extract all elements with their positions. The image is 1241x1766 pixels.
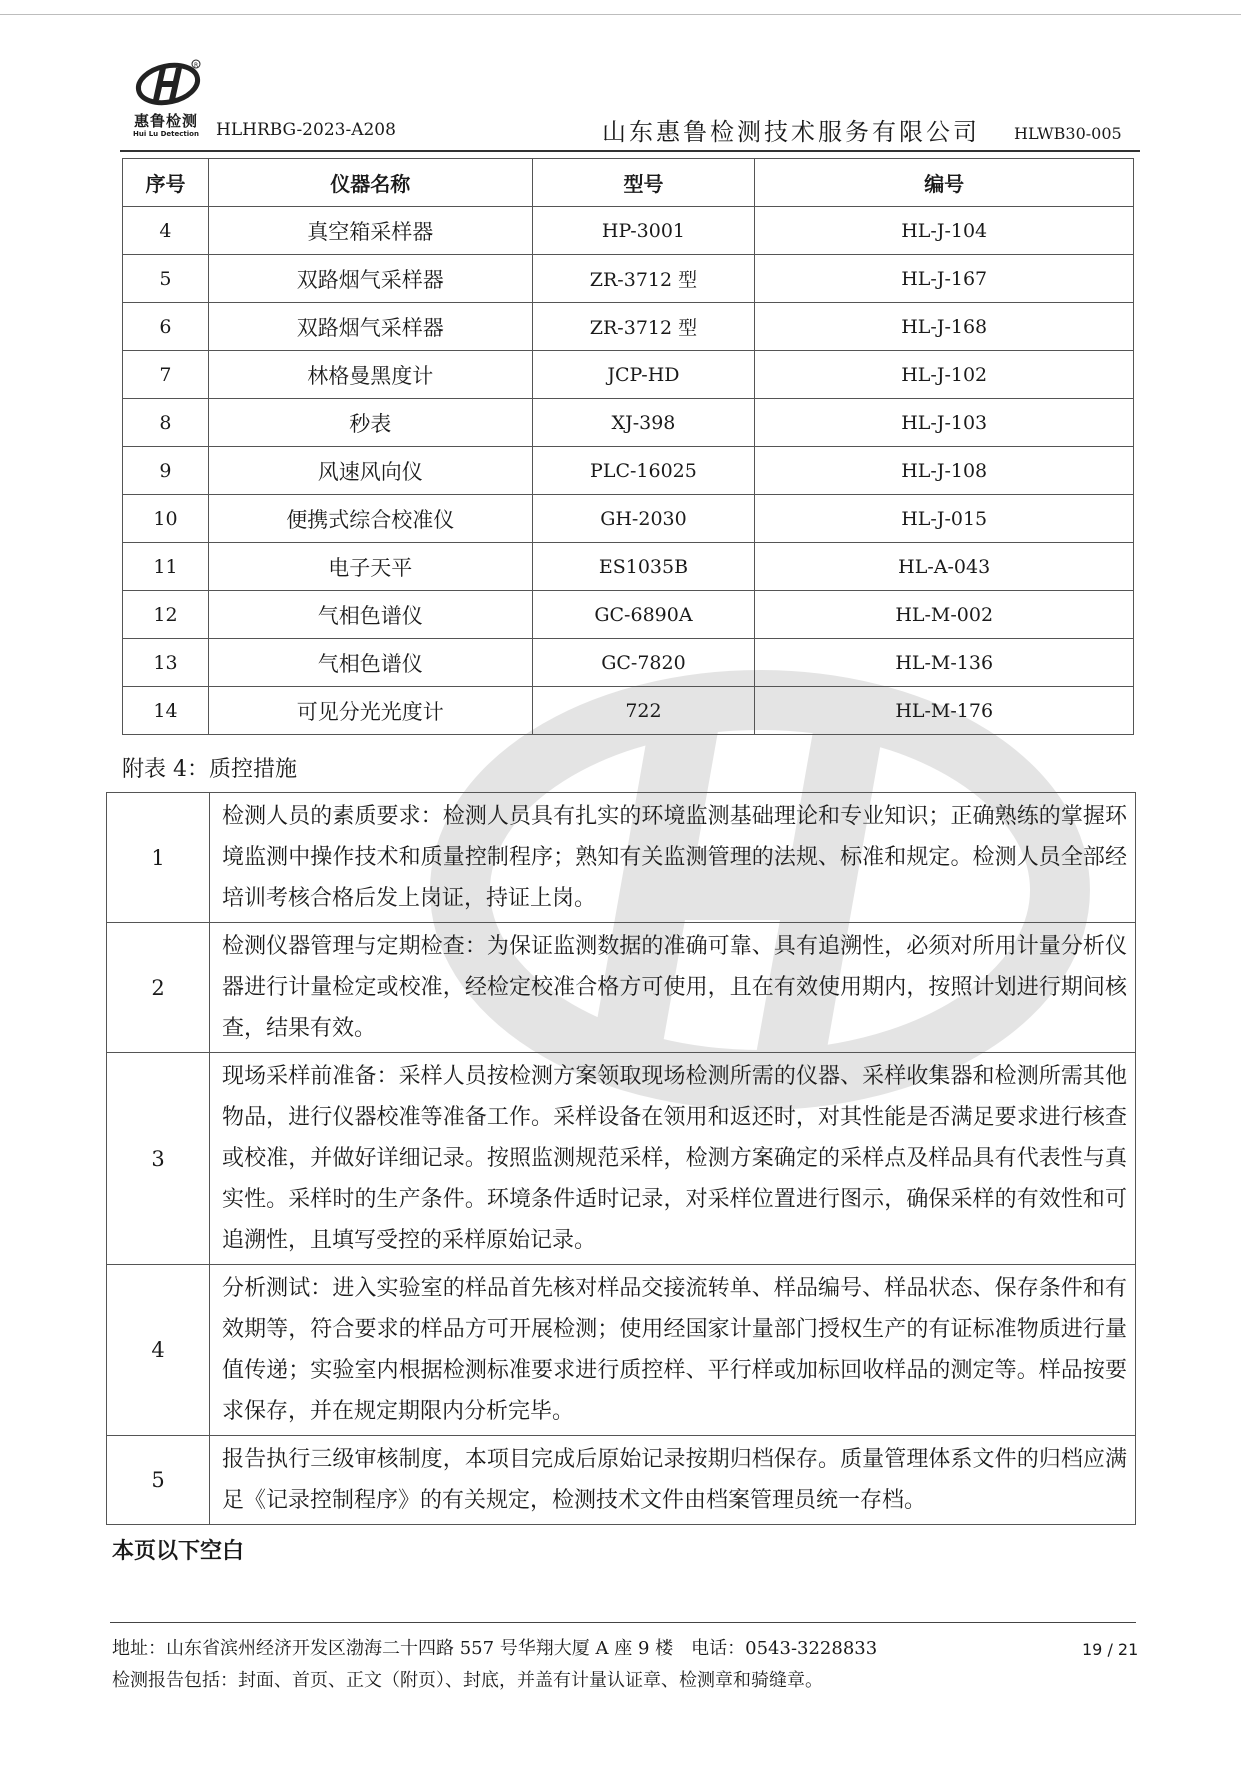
cell-serial: HL-J-167 (755, 255, 1134, 303)
cell-model: GC-7820 (532, 639, 755, 687)
cell-no: 6 (123, 303, 209, 351)
cell-instrument-name: 电子天平 (208, 543, 532, 591)
cell-serial: HL-A-043 (755, 543, 1134, 591)
cell-no: 11 (123, 543, 209, 591)
cell-serial: HL-J-015 (755, 495, 1134, 543)
cell-instrument-name: 双路烟气采样器 (208, 255, 532, 303)
cell-model: GH-2030 (532, 495, 755, 543)
cell-serial: HL-M-176 (755, 687, 1134, 735)
footer-note: 检测报告包括：封面、首页、正文（附页）、封底，并盖有计量认证章、检测章和骑缝章。 (112, 1670, 823, 1691)
cell-instrument-name: 秒表 (208, 399, 532, 447)
cell-no: 8 (123, 399, 209, 447)
column-header-no: 序号 (123, 159, 209, 207)
page-header (120, 58, 1140, 148)
form-number: HLWB30-005 (1014, 124, 1122, 143)
qc-row (107, 793, 1136, 923)
cell-no: 9 (123, 447, 209, 495)
qc-row-number: 4 (107, 1265, 210, 1436)
cell-instrument-name: 真空箱采样器 (208, 207, 532, 255)
table-header-row (123, 159, 1134, 207)
column-header-sn: 编号 (755, 159, 1134, 207)
column-header-name: 仪器名称 (208, 159, 532, 207)
cell-instrument-name: 气相色谱仪 (208, 639, 532, 687)
cell-instrument-name: 林格曼黑度计 (208, 351, 532, 399)
cell-model: GC-6890A (532, 591, 755, 639)
cell-model: ES1035B (532, 543, 755, 591)
table-row (123, 399, 1134, 447)
qc-row-text: 检测仪器管理与定期检查：为保证监测数据的准确可靠、具有追溯性，必须对所用计量分析仪器进行计量检定或校准，经检定校准合格方可使用，且在有效使用期内，按照计划进行期间核查，结果有效。 (210, 923, 1136, 1053)
company-name: 山东惠鲁检测技术服务有限公司 (602, 118, 980, 146)
cell-no: 10 (123, 495, 209, 543)
blank-note: 本页以下空白 (112, 1539, 245, 1564)
table-row (123, 303, 1134, 351)
table-row (123, 639, 1134, 687)
qc-row (107, 1053, 1136, 1265)
page-number: 19 / 21 (1082, 1640, 1139, 1659)
qc-caption: 附表 4：质控措施 (122, 757, 297, 782)
cell-instrument-name: 风速风向仪 (208, 447, 532, 495)
cell-serial: HL-J-104 (755, 207, 1134, 255)
cell-serial: HL-M-136 (755, 639, 1134, 687)
top-rule (0, 14, 1241, 15)
cell-instrument-name: 气相色谱仪 (208, 591, 532, 639)
cell-no: 12 (123, 591, 209, 639)
cell-serial: HL-M-002 (755, 591, 1134, 639)
cell-model: PLC-16025 (532, 447, 755, 495)
table-row (123, 543, 1134, 591)
cell-no: 4 (123, 207, 209, 255)
cell-model: ZR-3712 型 (532, 255, 755, 303)
table-row (123, 207, 1134, 255)
cell-no: 5 (123, 255, 209, 303)
cell-serial: HL-J-102 (755, 351, 1134, 399)
qc-row-number: 2 (107, 923, 210, 1053)
table-row (123, 447, 1134, 495)
qc-row-text: 报告执行三级审核制度，本项目完成后原始记录按期归档保存。质量管理体系文件的归档应满足《记录控制程序》的有关规定，检测技术文件由档案管理员统一存档。 (210, 1436, 1136, 1525)
table-row (123, 687, 1134, 735)
cell-model: HP-3001 (532, 207, 755, 255)
cell-no: 14 (123, 687, 209, 735)
qc-row (107, 1436, 1136, 1525)
header-rule (120, 150, 1140, 152)
logo-en-text: Hui Lu Detection (133, 130, 199, 138)
cell-no: 7 (123, 351, 209, 399)
footer-rule (110, 1622, 1136, 1623)
cell-model: ZR-3712 型 (532, 303, 755, 351)
qc-table (106, 792, 1136, 1525)
report-number: HLHRBG-2023-A208 (216, 120, 396, 140)
qc-row-number: 3 (107, 1053, 210, 1265)
table-row (123, 495, 1134, 543)
footer-address: 地址：山东省滨州经济开发区渤海二十四路 557 号华翔大厦 A 座 9 楼 电话：0543-3228833 (112, 1638, 878, 1659)
column-header-model: 型号 (532, 159, 755, 207)
table-row (123, 591, 1134, 639)
table-row (123, 351, 1134, 399)
cell-instrument-name: 双路烟气采样器 (208, 303, 532, 351)
qc-row-number: 5 (107, 1436, 210, 1525)
qc-row-text: 检测人员的素质要求：检测人员具有扎实的环境监测基础理论和专业知识；正确熟练的掌握环境监测中操作技术和质量控制程序；熟知有关监测管理的法规、标准和规定。检测人员全部经培训考核合格后发上岗证，持证上岗。 (210, 793, 1136, 923)
qc-row (107, 1265, 1136, 1436)
cell-instrument-name: 可见分光光度计 (208, 687, 532, 735)
cell-serial: HL-J-168 (755, 303, 1134, 351)
cell-no: 13 (123, 639, 209, 687)
cell-model: XJ-398 (532, 399, 755, 447)
cell-instrument-name: 便携式综合校准仪 (208, 495, 532, 543)
equipment-table (122, 158, 1134, 735)
logo-cn-text: 惠鲁检测 (133, 112, 198, 130)
cell-serial: HL-J-103 (755, 399, 1134, 447)
cell-model: 722 (532, 687, 755, 735)
qc-row-number: 1 (107, 793, 210, 923)
svg-text:R: R (194, 62, 199, 69)
qc-row-text: 分析测试：进入实验室的样品首先核对样品交接流转单、样品编号、样品状态、保存条件和有效期等，符合要求的样品方可开展检测；使用经国家计量部门授权生产的有证标准物质进行量值传递；实验室内根据检测标准要求进行质控样、平行样或加标回收样品的测定等。样品按要求保存，并在规定期限内分析完毕。 (210, 1265, 1136, 1436)
cell-model: JCP-HD (532, 351, 755, 399)
cell-serial: HL-J-108 (755, 447, 1134, 495)
table-row (123, 255, 1134, 303)
qc-row (107, 923, 1136, 1053)
qc-row-text: 现场采样前准备：采样人员按检测方案领取现场检测所需的仪器、采样收集器和检测所需其他物品，进行仪器校准等准备工作。采样设备在领用和返还时，对其性能是否满足要求进行核查或校准，并做好详细记录。按照监测规范采样，检测方案确定的采样点及样品具有代表性与真实性。采样时的生产条件。环境条件适时记录，对采样位置进行图示，确保采样的有效性和可追溯性，且填写受控的采样原始记录。 (210, 1053, 1136, 1265)
